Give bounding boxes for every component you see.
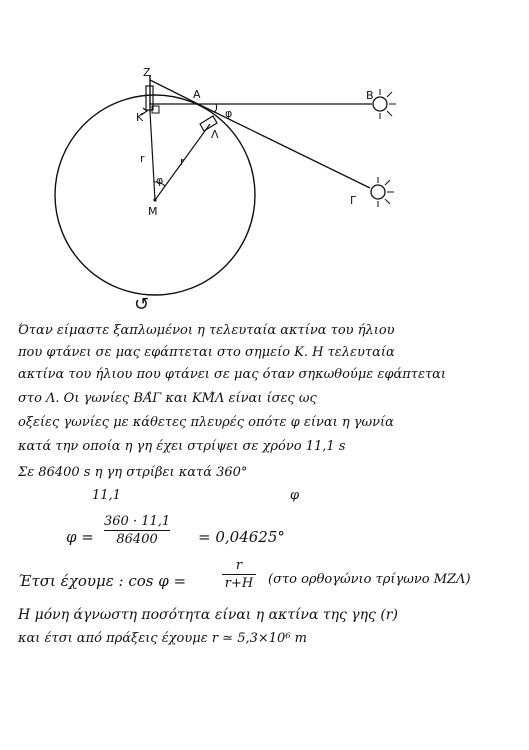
formula1-fraction — [104, 514, 170, 547]
formula2-fraction — [222, 558, 256, 591]
label-lambda: Λ — [211, 128, 219, 141]
explanation-line-3: ακτίνα του ήλιου που φτάνει σε μας όταν σηκωθούμε εφάπτεται — [18, 367, 447, 382]
radius-m-to-k — [150, 112, 155, 200]
sun-gamma-icon — [371, 177, 394, 207]
explanation-line-5: οξείες γωνίες με κάθετες πλευρές οπότε φ είναι η γωνία — [18, 415, 394, 430]
label-m: M — [148, 205, 158, 218]
conclusion-line-1: Η μόνη άγνωστη ποσότητα είναι η ακτίνα της γης (r) — [18, 607, 398, 623]
label-r-right: r — [180, 155, 185, 168]
explanation-line-1: Όταν είμαστε ξαπλωμένοι η τελευταία ακτίνα του ήλιου — [18, 323, 395, 338]
formula2-denominator: r+H — [224, 576, 254, 591]
fraction-bar — [222, 574, 256, 575]
explanation-line-2: που φτάνει σε μας εφάπτεται στο σημείο Κ. Η τελευταία — [18, 345, 395, 360]
explanation-line-7: Σε 86400 s η γη στρίβει κατά 360° — [18, 465, 248, 480]
under-label-time: 11,1 — [92, 488, 121, 503]
explanation-line-6: κατά την οποία η γη έχει στρίψει σε χρόνο 11,1 s — [18, 439, 346, 454]
label-z: Z — [143, 66, 151, 79]
tangent-line-to-gamma — [198, 104, 370, 188]
center-point — [153, 198, 156, 201]
label-r-left: r — [140, 152, 145, 165]
explanation-line-4: στο Λ. Οι γωνίες ΒΑ̂Γ και ΚΜ̂Λ είναι ίσες ως — [18, 391, 317, 406]
label-gamma: Γ — [350, 194, 357, 207]
conclusion-line-2: και έτσι από πράξεις έχουμε r ≃ 5,3×10⁶ m — [18, 631, 307, 646]
sun-b-icon — [373, 89, 396, 119]
formula1-numerator: 360 · 11,1 — [104, 514, 171, 529]
formula1-denominator: 86400 — [116, 532, 158, 547]
label-k: K — [136, 111, 144, 124]
under-label-phi: φ — [290, 488, 300, 503]
formula2-numerator: r — [235, 558, 243, 573]
line-z-to-a — [150, 80, 198, 104]
label-phi-top: φ — [225, 107, 233, 120]
formula2-note: (στο ορθογώνιο τρίγωνο ΜΖΛ) — [268, 572, 471, 587]
fraction-bar — [104, 530, 170, 531]
geometry-diagram — [0, 0, 529, 330]
formula2-lhs: Έτσι έχουμε : cos φ = — [18, 572, 187, 590]
label-b: B — [366, 89, 374, 102]
label-phi-center: φ — [156, 174, 164, 187]
rotation-mark: ↺ — [134, 294, 150, 315]
formula1-result: = 0,04625° — [198, 528, 285, 546]
angle-arc-a — [214, 104, 217, 112]
label-a: A — [193, 88, 201, 101]
formula1-lhs: φ = — [66, 528, 94, 546]
